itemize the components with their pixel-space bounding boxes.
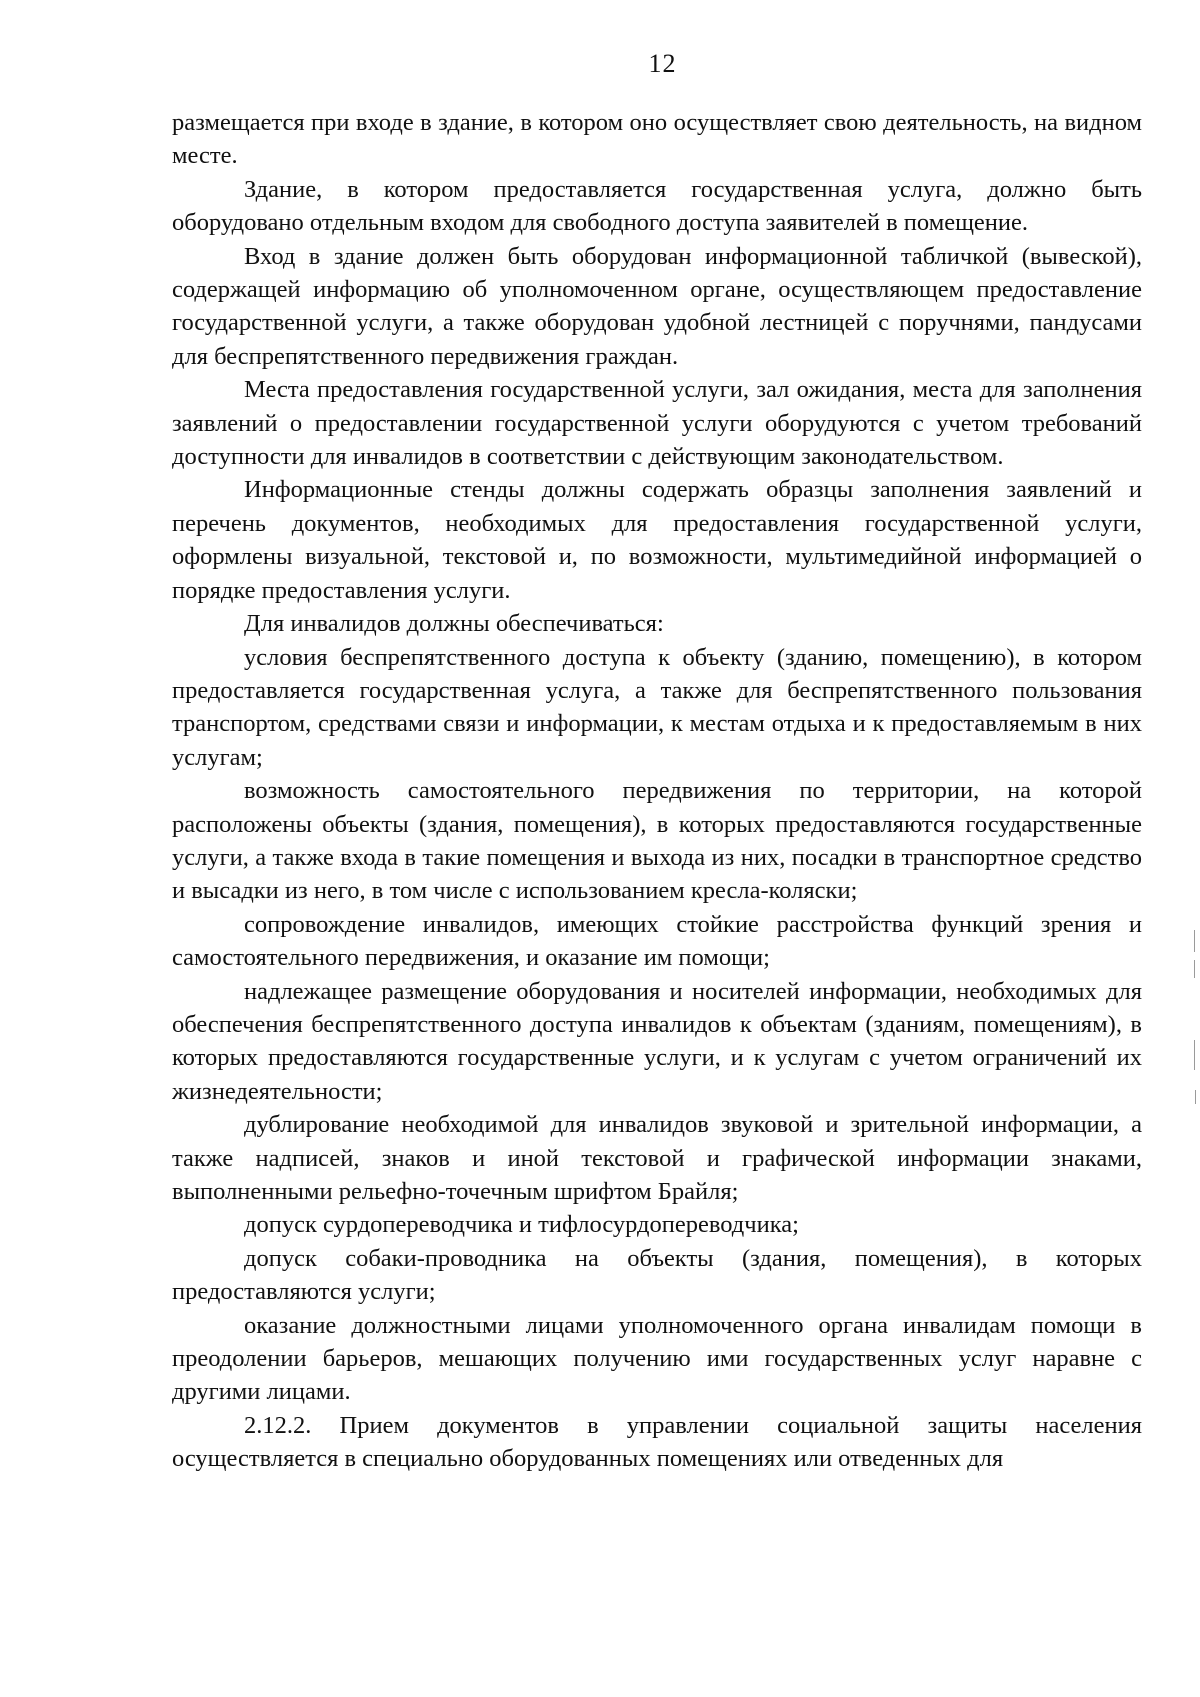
paragraph: Вход в здание должен быть оборудован информационной табличкой (вывеской), содержащей информацию об уполномоченном органе, осуществляющем предоставление государственной услуги, а также оборудован удобной лестницей с поручнями, пандусами для беспрепятственного передвижения граждан. bbox=[172, 242, 1142, 370]
paragraph: 2.12.2. Прием документов в управлении социальной защиты населения осуществляется в специально оборудованных помещениях или отведенных для bbox=[172, 1411, 1142, 1473]
paragraph: Места предоставления государственной услуги, зал ожидания, места для заполнения заявлений о предоставлении государственной услуги оборудуются с учетом требований доступности для инвалидов в соответствии с действующим законодательством. bbox=[172, 376, 1142, 471]
scan-artifact bbox=[1194, 960, 1195, 978]
page-number: 12 bbox=[648, 49, 677, 78]
scan-artifact bbox=[1195, 1090, 1196, 1104]
paragraph: оказание должностными лицами уполномоченного органа инвалидам помощи в преодолении барьеров, мешающих получению ими государственных услуг наравне с другими лицами. bbox=[172, 1311, 1142, 1406]
paragraph: возможность самостоятельного передвижения по территории, на которой расположены объекты (здания, помещения), в которых предоставляются государственные услуги, а также входа в такие помещения и выхода из них, посадки в транспортное средство и высадки из него, в том числе с использованием кресла-коляски; bbox=[172, 777, 1142, 905]
paragraph: допуск сурдопереводчика и тифлосурдопереводчика; bbox=[244, 1211, 799, 1239]
body-text bbox=[172, 106, 1142, 1476]
paragraph: Информационные стенды должны содержать образцы заполнения заявлений и перечень документов, необходимых для предоставления государственной услуги, оформлены визуальной, текстовой и, по возможности, мультимедийной информацией о порядке предоставления услуги. bbox=[172, 476, 1142, 604]
scan-artifact bbox=[1194, 930, 1195, 952]
paragraph: условия беспрепятственного доступа к объекту (зданию, помещению), в котором предоставляется государственная услуга, а также для беспрепятственного пользования транспортом, средствами связи и информации, к местам отдыха и к предоставляемым в них услугам; bbox=[172, 643, 1142, 771]
paragraph: надлежащее размещение оборудования и носителей информации, необходимых для обеспечения беспрепятственного доступа инвалидов к объектам (зданиям, помещениям), в которых предоставляются государственные услуги, и к услугам с учетом ограничений их жизнедеятельности; bbox=[172, 977, 1142, 1105]
paragraph: размещается при входе в здание, в котором оно осуществляет свою деятельность, на видном месте. bbox=[172, 109, 1142, 170]
paragraph: Здание, в котором предоставляется государственная услуга, должно быть оборудовано отдельным входом для свободного доступа заявителей в помещение. bbox=[172, 175, 1142, 237]
paragraph: допуск собаки-проводника на объекты (здания, помещения), в которых предоставляются услуги; bbox=[172, 1244, 1142, 1306]
paragraph: сопровождение инвалидов, имеющих стойкие расстройства функций зрения и самостоятельного передвижения, и оказание им помощи; bbox=[172, 910, 1142, 972]
paragraph: Для инвалидов должны обеспечиваться: bbox=[244, 610, 664, 638]
scan-artifact bbox=[1194, 1040, 1195, 1070]
paragraph: дублирование необходимой для инвалидов звуковой и зрительной информации, а также надписей, знаков и иной текстовой и графической информации знаками, выполненными рельефно-точечным шрифтом Брайля; bbox=[172, 1111, 1142, 1205]
